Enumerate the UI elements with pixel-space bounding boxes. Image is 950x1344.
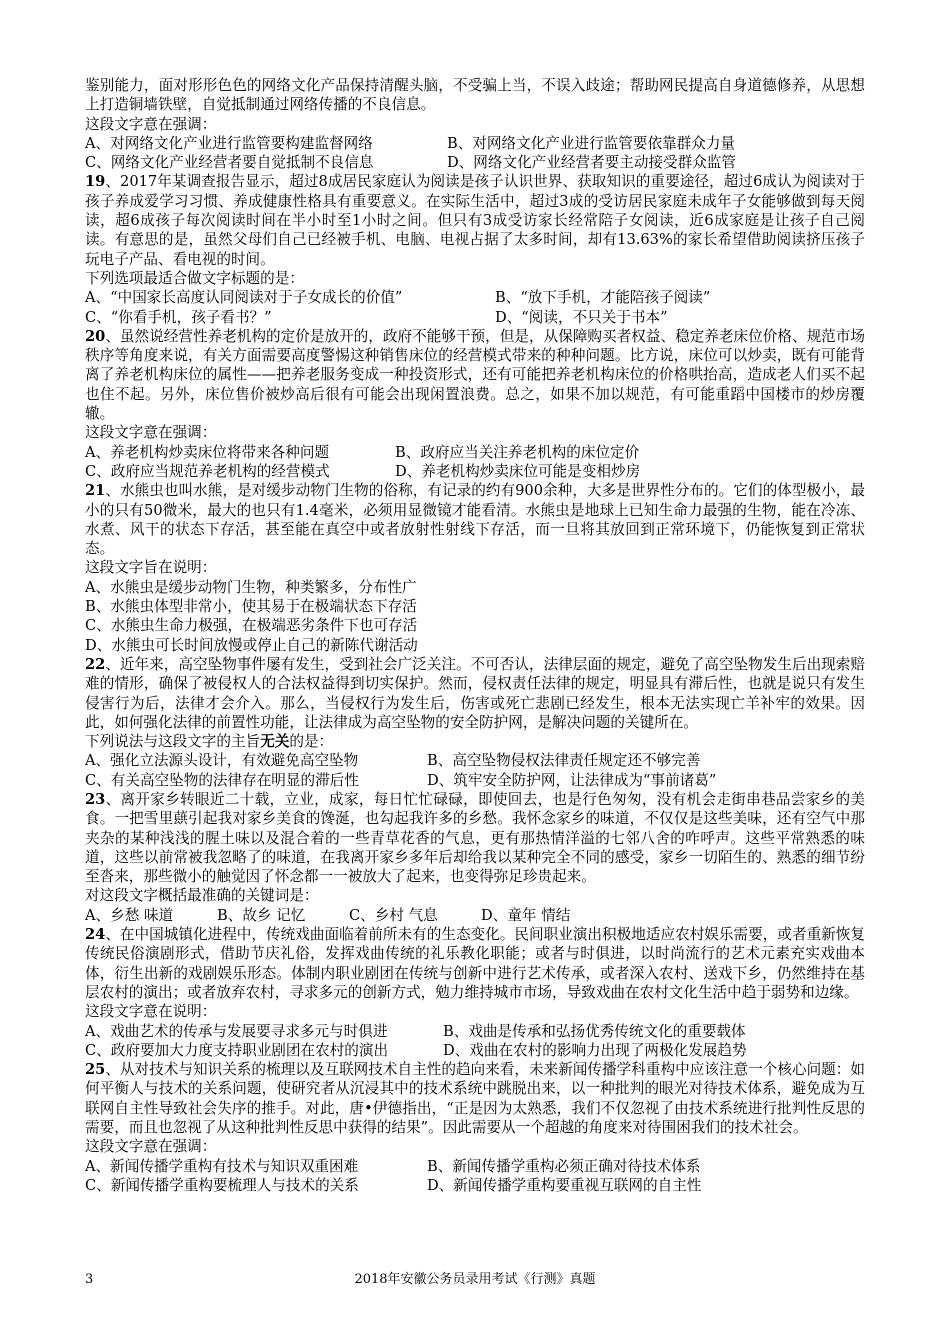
q19-option-d: D、“阅读，不只关于书本” <box>495 308 668 326</box>
q24-option-d: D、戏曲在农村的影响力出现了两极化发展趋势 <box>443 1041 747 1059</box>
q24-number: 24 <box>85 926 106 944</box>
q22-options-row-1 <box>85 751 865 770</box>
q24-option-b: B、戏曲是传承和弘扬优秀传统文化的重要载体 <box>443 1022 746 1040</box>
q21-option-d: D、水熊虫可长时间放慢或停止自己的新陈代谢活动 <box>85 636 418 654</box>
q19-option-c: C、“你看手机，孩子看书？” <box>85 308 272 326</box>
q23-option-b: B、故乡 记忆 <box>217 906 306 924</box>
q25-prompt: 这段文字意在强调： <box>85 1138 217 1156</box>
q25-options-row-2 <box>85 1176 865 1195</box>
q22-options-row-2 <box>85 771 865 790</box>
q21-option-c: C、水熊虫生命力极强，在极端恶劣条件下也可存活 <box>85 617 418 635</box>
q19-number: 19 <box>85 173 106 191</box>
q23-option-c: C、乡村 气息 <box>349 906 438 924</box>
q20-prompt: 这段文字意在强调： <box>85 424 217 442</box>
q22-option-b: B、高空坠物侵权法律责任规定还不够完善 <box>427 752 701 770</box>
q25-option-c: C、新闻传播学重构要梳理人与技术的关系 <box>85 1176 359 1194</box>
q18-passage-tail: 鉴别能力，面对形形色色的网络文化产品保持清醒头脑，不受骗上当，不误入歧途；帮助网民提高自身道德修养，从思想上打造铜墙铁壁，自觉抵制通过网络传播的不良信息。 <box>85 77 865 114</box>
q22-prompt-before: 下列说法与这段文字的主旨 <box>85 733 261 751</box>
q23-passage <box>85 790 865 886</box>
q25-text: 、从对技术与知识关系的梳理以及互联网技术自主性的趋向来看，未来新闻传播学科重构中应该注意一个核心问题：如何平衡人与技术的关系问题，使研究者从沉浸其中的技术系统中跳脱出来，以一种批判的眼光对待技术体系，避免成为互联网自主性导致社会失序的推手。对此，唐•伊德指出，“正是因为太熟悉，我们不仅忽视了由技术系统进行批判性反思的需要，而且也忽视了从这种批判性反思中获得的结果”。因此需要从一个超越的角度来对待围困我们的技术社会。 <box>85 1061 865 1137</box>
q19-option-b: B、“放下手机，才能陪孩子阅读” <box>495 289 711 307</box>
q21-text: 、水熊虫也叫水熊，是对缓步动物门生物的俗称，有记录的约有900余种，大多是世界性分布的。它们的体型极小，最小的只有50微米，最大的也只有1.4毫米，必须用显微镜才能看清。水熊虫是地球上已知生命力最强的生物，能在冷冻、水煮、风干的状态下存活，甚至能在真空中或者放射性射线下存活，而一旦将其放回到正常环境下，仍能恢复到正常状态。 <box>85 482 865 558</box>
q23-options-row <box>85 906 865 925</box>
q23-text: 、离开家乡转眼近二十载，立业，成家，每日忙忙碌碌，即使回去，也是行色匆匆，没有机会走街串巷品尝家乡的美食。一把雪里蕻引起我对家乡美食的馋涎，也勾起我许多的乡愁。我怀念家乡的味道，不仅仅是这些美味，还有空气中那夹杂的某种浅浅的腥土味以及混合着的一些青草花香的气息，更有那热情洋溢的七邻八舍的咋呼声。这些平常熟悉的味道，这些以前常被我忽略了的味道，在我离开家乡多年后却给我以某种完全不同的感受，家乡一切陌生的、熟悉的细节纷至沓来，那些微小的触觉因了怀念都一一被放大了起来，也变得弥足珍贵起来。 <box>85 790 865 886</box>
q18-option-a: A、对网络文化产业进行监管要构建监督网络 <box>85 134 373 152</box>
footer-title: 2018年安徽公务员录用考试《行测》真题 <box>354 1272 596 1287</box>
q24-options-row-2 <box>85 1041 865 1060</box>
q22-option-c: C、有关高空坠物的法律存在明显的滞后性 <box>85 771 359 789</box>
q20-options-row-2 <box>85 462 865 481</box>
q19-option-a: A、“中国家长高度认同阅读对于子女成长的价值” <box>85 289 403 307</box>
q25-option-a: A、新闻传播学重构有技术与知识双重困难 <box>85 1157 359 1175</box>
q18-options-row-1 <box>85 134 865 153</box>
q21-option-a: A、水熊虫是缓步动物门生物，种类繁多，分布性广 <box>85 578 417 596</box>
q23-number: 23 <box>85 790 106 808</box>
q22-prompt-after: 的是： <box>289 733 334 751</box>
q25-option-d: D、新闻传播学重构要重视互联网的自主性 <box>427 1176 702 1194</box>
q19-passage <box>85 172 865 268</box>
q19-options-row-2 <box>85 308 865 327</box>
q25-options-row-1 <box>85 1157 865 1176</box>
q20-passage <box>85 327 865 423</box>
q25-option-b: B、新闻传播学重构必须正确对待技术体系 <box>427 1157 701 1175</box>
q20-option-a: A、养老机构炒卖床位将带来各种问题 <box>85 443 330 461</box>
q21-prompt: 这段文字旨在说明： <box>85 559 217 577</box>
q18-options-row-2 <box>85 153 865 172</box>
q19-text: 、2017年某调查报告显示，超过8成居民家庭认为阅读是孩子认识世界、获取知识的重要途径，超过6成认为阅读对于孩子养成爱学习习惯、养成健康性格具有重要意义。在实际生活中，超过3成的受访居民家庭未成年子女能够做到每天阅读，超6成孩子每次阅读时间在半小时至1小时之间。但只有3成受访家长经常陪子女阅读，近6成家庭是让孩子自己阅读。有意思的是，虽然父母们自己已经被手机、电脑、电视占据了太多时间，却有13.63%的家长希望借助阅读挤压孩子玩电子产品、看电视的时间。 <box>85 173 865 268</box>
q24-passage <box>85 925 865 1002</box>
q23-option-a: A、乡愁 味道 <box>85 906 174 924</box>
q24-option-a: A、戏曲艺术的传承与发展要寻求多元与时俱进 <box>85 1022 388 1040</box>
q22-text: 、近年来，高空坠物事件屡有发生，受到社会广泛关注。不可否认，法律层面的规定，避免了高空坠物发生后出现索赔难的情形，确保了被侵权人的合法权益得到切实保护。然而，侵权责任法律的规定，明显具有滞后性，也就是说只有发生侵害行为后，法律才会介入。那么，当侵权行为发生后，伤害或死亡悲剧已经发生，根本无法实现亡羊补牢的效果。因此，如何强化法律的前置性功能，让法律成为高空坠物的安全防护网，是解决问题的关键所在。 <box>85 655 865 731</box>
q19-options-row-1 <box>85 288 865 307</box>
q18-prompt: 这段文字意在强调： <box>85 115 217 133</box>
q21-passage <box>85 481 865 558</box>
q21-number: 21 <box>85 482 106 500</box>
q18-option-d: D、网络文化产业经营者要主动接受群众监管 <box>447 154 736 172</box>
q24-options-row-1 <box>85 1022 865 1041</box>
q18-option-c: C、网络文化产业经营者要自觉抵制不良信息 <box>85 154 374 172</box>
q20-options-row-1 <box>85 443 865 462</box>
page-number: 3 <box>85 1272 94 1287</box>
q22-option-d: D、筑牢安全防护网，让法律成为“事前诸葛” <box>427 771 717 789</box>
q20-text: 、虽然说经营性养老机构的定价是放开的，政府不能够干预，但是，从保障购买者权益、稳定养老床位价格、规范市场秩序等角度来说，有关方面需要高度警惕这种销售床位的经营模式带来的种种问题。比方说，床位可以炒卖，既有可能背离了养老机构床位的属性——把养老服务变成一种投资形式，还有可能把养老机构床位的价格哄抬高，造成老人们买不起也住不起。另外，床位售价被炒高后很有可能会出现闲置浪费。总之，如果不加以规范，有可能重蹈中国楼市的炒房覆辙。 <box>85 327 865 423</box>
q20-option-d: D、养老机构炒卖床位可能是变相炒房 <box>395 462 641 480</box>
q22-prompt <box>85 732 865 751</box>
q20-option-c: C、政府应当规范养老机构的经营模式 <box>85 462 330 480</box>
q23-prompt: 对这段文字概括最准确的关键词是： <box>85 887 319 905</box>
q22-passage <box>85 655 865 732</box>
q22-number: 22 <box>85 655 106 673</box>
q18-option-b: B、对网络文化产业进行监管要依靠群众力量 <box>447 134 736 152</box>
q25-number: 25 <box>85 1061 106 1079</box>
q24-text: 、在中国城镇化进程中，传统戏曲面临着前所未有的生态变化。民间职业演出积极地适应农村娱乐需要，或者重新恢复传统民俗演剧形式，借助节庆礼俗，发挥戏曲传统的礼乐教化职能；或者与时俱进，以时尚流行的艺术元素充实戏曲本体，衍生出新的戏剧娱乐形态。体制内职业剧团在传统与创新中进行艺术传承，或者深入农村、送戏下乡，仍然维持在基层农村的演出；或者放弃农村，寻求多元的创新方式，勉力维持城市市场，导致戏曲在农村文化生活中趋于弱势和边缘。 <box>85 926 865 1001</box>
q22-option-a: A、强化立法源头设计，有效避免高空坠物 <box>85 752 359 770</box>
q22-prompt-bold: 无关 <box>260 733 290 751</box>
q21-option-b: B、水熊虫体型非常小，使其易于在极端状态下存活 <box>85 598 417 616</box>
q23-option-d: D、童年 情结 <box>481 906 571 924</box>
q25-passage <box>85 1060 865 1137</box>
exam-page <box>85 76 865 1195</box>
q20-number: 20 <box>85 327 106 345</box>
q20-option-b: B、政府应当关注养老机构的床位定价 <box>395 443 640 461</box>
q24-option-c: C、政府要加大力度支持职业剧团在农村的演出 <box>85 1041 389 1059</box>
q24-prompt: 这段文字意在说明： <box>85 1003 217 1021</box>
q19-prompt: 下列选项最适合做文字标题的是： <box>85 269 304 287</box>
